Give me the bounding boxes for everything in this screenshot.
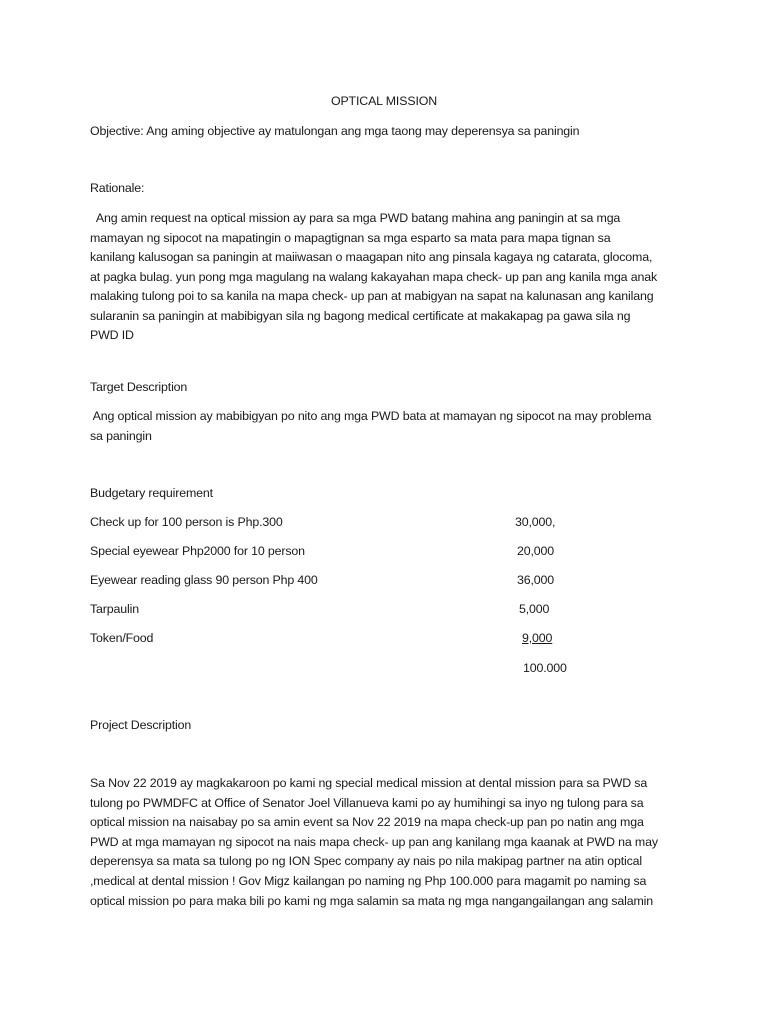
budget-item-label: Eyewear reading glass 90 person Php 400 — [90, 573, 318, 587]
project-line: tulong po PWMDFC at Office of Senator Joel Villanueva kami po ay humihingi sa inyo ng tulong para sa — [90, 795, 644, 810]
project-paragraph — [90, 774, 690, 911]
target-line: sa paningin — [90, 428, 152, 443]
rationale-line: Ang amin request na optical mission ay para sa mga PWD batang mahina ang paningin at sa mga — [90, 211, 621, 225]
target-line: Ang optical mission ay mabibigyan po nito ang mga PWD bata at mamayan ng sipocot na may problema — [90, 409, 652, 423]
budget-item-amount: 36,000 — [517, 573, 554, 587]
budget-item-amount: 30,000, — [515, 515, 556, 529]
budget-item-amount: 9,000 — [522, 631, 553, 645]
budget-total: 100.000 — [523, 661, 567, 675]
objective-text: Objective: Ang aming objective ay matulongan ang mga taong may deperensya sa paningin — [90, 124, 580, 138]
rationale-line: at pagka bulag. yun pong mga magulang na walang kakayahan mapa check- up pan ang kanila mga anak — [90, 269, 657, 284]
rationale-heading: Rationale: — [90, 181, 145, 195]
rationale-line: sularanin sa paningin at mabibigyan sila ng bagong medical certificate at makakapag pa gawa sila ng — [90, 308, 631, 323]
rationale-paragraph — [90, 209, 690, 346]
rationale-line: malaking tulong poi to sa kanila na mapa check- up pan at mabigyan na sapat na kalunasan ang kanilang — [90, 289, 654, 303]
rationale-line: kanilang kalusogan sa paningin at maiiwasan o maagapan nito ang pinsala kagaya ng catarata, glocoma, — [90, 250, 653, 264]
budget-item-amount: 5,000 — [519, 602, 550, 616]
budget-heading: Budgetary requirement — [90, 486, 213, 500]
document-title: OPTICAL MISSION — [330, 94, 438, 108]
rationale-line: mamayan ng sipocot na mapatingin o mapagtignan sa mga esparto sa mata para mapa tignan sa — [90, 230, 611, 245]
budget-item-amount: 20,000 — [517, 544, 554, 558]
project-line: optical mission na naisabay po sa amin event sa Nov 22 2019 na mapa check-up pan po natin ang mga — [90, 815, 644, 830]
target-heading: Target Description — [90, 380, 188, 394]
project-line: ,medical at dental mission ! Gov Migz kailangan po naming ng Php 100.000 para magamit po naming sa — [90, 873, 647, 888]
project-line: Sa Nov 22 2019 ay magkakaroon po kami ng special medical mission at dental mission para sa PWD sa — [90, 776, 648, 790]
budget-item-label: Tarpaulin — [90, 602, 139, 616]
project-heading: Project Description — [90, 718, 192, 732]
project-line: deperensya sa mata sa tulong po ng ION Spec company ay nais po nila makipag partner na atin optical — [90, 854, 643, 869]
project-line: optical mission po para maka bili po kami ng mga salamin sa mata ng mga nangangailangan ang salamin — [90, 893, 654, 908]
target-paragraph — [90, 407, 690, 446]
budget-item-label: Special eyewear Php2000 for 10 person — [90, 544, 305, 558]
project-line: PWD at mga mamayan ng sipocot na nais mapa check- up pan ang kanilang mga kaanak at PWD na may — [90, 834, 658, 849]
rationale-line: PWD ID — [90, 328, 134, 342]
budget-item-label: Token/Food — [90, 631, 154, 645]
budget-item-label: Check up for 100 person is Php.300 — [90, 515, 283, 529]
